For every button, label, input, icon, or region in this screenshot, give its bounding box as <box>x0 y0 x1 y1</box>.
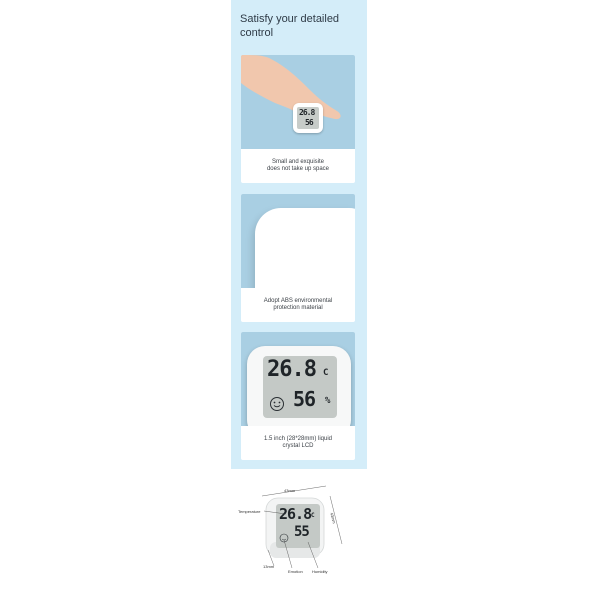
lcd-hum-unit: % <box>325 396 330 406</box>
humidity-label: Humidity <box>312 569 328 574</box>
lcd-temp-large: 26.8 <box>267 357 316 382</box>
lcd-hum-small: 56 <box>305 118 313 127</box>
card-caption <box>241 149 355 183</box>
lcd-temp-small: 26.8 <box>299 108 315 117</box>
emotion-label: Emotion <box>288 569 303 574</box>
caption-line: protection material <box>273 305 323 311</box>
width-label: 43mm <box>284 488 296 493</box>
caption-line: Adopt ABS environmental <box>263 297 333 304</box>
lcd-photo <box>241 332 355 426</box>
caption-line: Small and exquisite <box>271 158 324 165</box>
feature-card-size <box>241 55 355 183</box>
temperature-label: Temperature <box>238 509 261 514</box>
depth-label: 13mm <box>263 564 275 569</box>
caption-line: 1.5 inch (28*28mm) liquid <box>263 435 333 442</box>
feature-panel <box>231 0 367 469</box>
caption-line: does not take up space <box>266 166 330 172</box>
height-label: 43mm <box>329 512 337 525</box>
card-caption <box>241 288 355 322</box>
dimension-diagram <box>230 480 380 580</box>
panel-title: Satisfy your detailed control <box>240 13 340 39</box>
caption-line: crystal LCD <box>282 443 314 449</box>
lcd-temp-unit: C <box>323 368 328 378</box>
abs-device-corner <box>255 208 355 288</box>
lcd-screen-small <box>297 107 319 129</box>
feature-card-material <box>241 194 355 322</box>
diagram-lcd-hum: 55 <box>294 524 309 540</box>
thermometer-device-large <box>247 346 351 426</box>
smiley-icon <box>269 396 285 412</box>
hand-illustration <box>241 55 355 149</box>
lcd-screen-large <box>263 356 337 418</box>
lcd-hum-large: 56 <box>293 387 316 411</box>
abs-photo <box>241 194 355 288</box>
thermometer-device-small <box>293 103 323 133</box>
hand-photo <box>241 55 355 149</box>
diagram-lcd-temp: 26.8 <box>279 505 312 523</box>
feature-card-lcd <box>241 332 355 460</box>
diagram-lcd-temp-unit: C <box>311 512 314 519</box>
card-caption <box>241 426 355 460</box>
